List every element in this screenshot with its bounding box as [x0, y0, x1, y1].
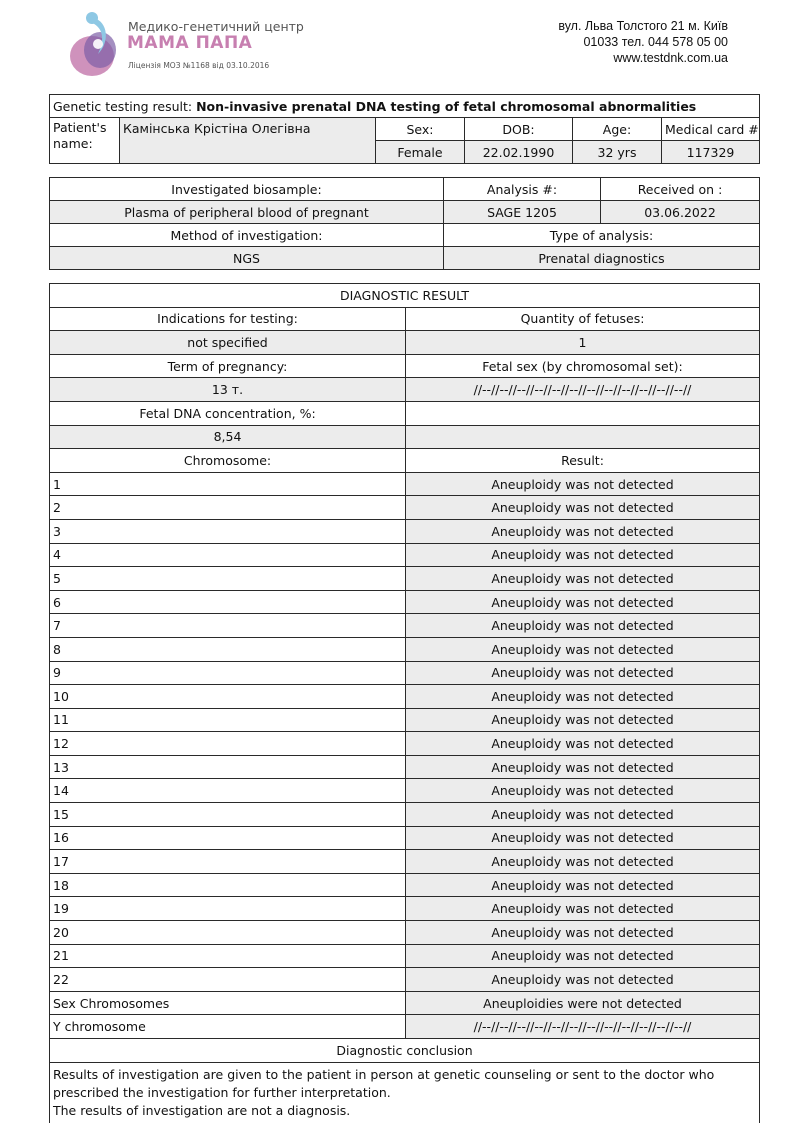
received-value: 03.06.2022	[601, 201, 760, 224]
chromosome-cell: 15	[50, 803, 406, 827]
chromosome-cell: Sex Chromosomes	[50, 991, 406, 1015]
result-cell: Aneuploidy was not detected	[406, 519, 760, 543]
analysis-value: SAGE 1205	[444, 201, 601, 224]
chromosome-cell: 4	[50, 543, 406, 567]
chromosome-cell: 20	[50, 921, 406, 945]
table-row	[50, 637, 760, 661]
result-cell: Aneuploidy was not detected	[406, 944, 760, 968]
chromosome-cell: 2	[50, 496, 406, 520]
method-value: NGS	[50, 247, 444, 270]
table-row	[50, 803, 760, 827]
result-cell: Aneuploidy was not detected	[406, 897, 760, 921]
conclusion-line-1: Results of investigation are given to the patient in person at genetic counseling or sent to the doctor who prescribed the investigation for further interpretation.	[53, 1066, 715, 1100]
chromosome-cell: 9	[50, 661, 406, 685]
table-row	[50, 850, 760, 874]
mama-papa-logo-icon	[68, 8, 124, 78]
result-title-text: Non-invasive prenatal DNA testing of fetal chromosomal abnormalities	[196, 98, 697, 114]
result-prefix: Genetic testing result:	[53, 98, 193, 114]
result-cell: Aneuploidy was not detected	[406, 732, 760, 756]
chromosome-cell: 22	[50, 968, 406, 992]
patient-name: Камінська Крістіна Олегівна	[120, 118, 376, 164]
age-value: 32 yrs	[573, 141, 662, 164]
result-cell: Aneuploidy was not detected	[406, 543, 760, 567]
result-cell: Aneuploidy was not detected	[406, 708, 760, 732]
table-row	[50, 685, 760, 709]
table-row	[50, 755, 760, 779]
result-cell: Aneuploidy was not detected	[406, 803, 760, 827]
table-row	[50, 826, 760, 850]
table-row	[50, 708, 760, 732]
sample-info-table	[49, 177, 760, 270]
result-header: Result:	[406, 449, 760, 473]
chromosome-cell: 18	[50, 873, 406, 897]
chromosome-cell: 5	[50, 567, 406, 591]
age-label: Age:	[573, 118, 662, 141]
result-cell: Aneuploidy was not detected	[406, 968, 760, 992]
conclusion-title: Diagnostic conclusion	[50, 1039, 760, 1063]
chromosome-cell: 10	[50, 685, 406, 709]
patient-info-table	[49, 94, 760, 164]
result-cell: Aneuploidy was not detected	[406, 590, 760, 614]
page-header	[0, 0, 800, 90]
empty-cell	[406, 425, 760, 449]
table-row	[50, 661, 760, 685]
result-cell: Aneuploidy was not detected	[406, 567, 760, 591]
table-row	[50, 779, 760, 803]
sex-value: Female	[376, 141, 465, 164]
table-row	[50, 590, 760, 614]
result-cell: Aneuploidy was not detected	[406, 685, 760, 709]
chromosome-header: Chromosome:	[50, 449, 406, 473]
table-row	[50, 921, 760, 945]
result-cell: Aneuploidy was not detected	[406, 826, 760, 850]
sex-label: Sex:	[376, 118, 465, 141]
chromosome-cell: 17	[50, 850, 406, 874]
chromosome-cell: 21	[50, 944, 406, 968]
table-row	[50, 991, 760, 1015]
result-cell: Aneuploidy was not detected	[406, 873, 760, 897]
website-link[interactable]: www.testdnk.com.ua	[613, 51, 728, 65]
term-label: Term of pregnancy:	[50, 354, 406, 378]
result-cell: Aneuploidy was not detected	[406, 850, 760, 874]
result-cell: Aneuploidy was not detected	[406, 661, 760, 685]
chromosome-cell: 11	[50, 708, 406, 732]
fetal-sex-label: Fetal sex (by chromosomal set):	[406, 354, 760, 378]
indications-label: Indications for testing:	[50, 307, 406, 331]
table-row	[50, 519, 760, 543]
chromosome-cell: 8	[50, 637, 406, 661]
diagnostic-result-table	[49, 283, 760, 1123]
analysis-label: Analysis #:	[444, 178, 601, 201]
table-row	[50, 496, 760, 520]
table-row	[50, 873, 760, 897]
table-row	[50, 614, 760, 638]
chromosome-cell: 7	[50, 614, 406, 638]
table-row	[50, 732, 760, 756]
result-title	[50, 95, 760, 118]
license-text: Ліцензія МОЗ №1168 від 03.10.2016	[128, 61, 270, 70]
conclusion-text	[50, 1062, 760, 1123]
result-cell: Aneuploidy was not detected	[406, 779, 760, 803]
result-cell: Aneuploidy was not detected	[406, 637, 760, 661]
result-cell: //--//--//--//--//--//--//--//--//--//--//--//--//	[406, 1015, 760, 1039]
chromosome-cell: 3	[50, 519, 406, 543]
table-row	[50, 897, 760, 921]
patient-name-label: Patient's name:	[50, 118, 120, 164]
dob-label: DOB:	[465, 118, 573, 141]
table-row	[50, 1015, 760, 1039]
received-label: Received on :	[601, 178, 760, 201]
biosample-label: Investigated biosample:	[50, 178, 444, 201]
chromosome-cell: 14	[50, 779, 406, 803]
address-line-1: вул. Льва Толстого 21 м. Київ	[558, 19, 728, 33]
result-cell: Aneuploidies were not detected	[406, 991, 760, 1015]
fetal-sex-value: //--//--//--//--//--//--//--//--//--//--//--//--//	[406, 378, 760, 402]
table-row	[50, 968, 760, 992]
table-row	[50, 567, 760, 591]
chromosome-cell: 16	[50, 826, 406, 850]
table-row	[50, 543, 760, 567]
dna-value: 8,54	[50, 425, 406, 449]
org-name: Медико-генетичний центр	[128, 19, 304, 34]
chromosome-cell: Y chromosome	[50, 1015, 406, 1039]
result-cell: Aneuploidy was not detected	[406, 921, 760, 945]
chromosome-cell: 13	[50, 755, 406, 779]
result-cell: Aneuploidy was not detected	[406, 755, 760, 779]
brand-name: МАМА ПАПА	[127, 33, 253, 53]
conclusion-line-2: The results of investigation are not a diagnosis.	[53, 1102, 351, 1118]
result-cell: Aneuploidy was not detected	[406, 472, 760, 496]
chromosome-cell: 19	[50, 897, 406, 921]
fetuses-label: Quantity of fetuses:	[406, 307, 760, 331]
type-label: Type of analysis:	[444, 224, 760, 247]
fetuses-value: 1	[406, 331, 760, 355]
chromosome-cell: 1	[50, 472, 406, 496]
table-row	[50, 472, 760, 496]
method-label: Method of investigation:	[50, 224, 444, 247]
result-cell: Aneuploidy was not detected	[406, 496, 760, 520]
chromosome-cell: 6	[50, 590, 406, 614]
dna-label: Fetal DNA concentration, %:	[50, 401, 406, 425]
type-value: Prenatal diagnostics	[444, 247, 760, 270]
empty-cell	[406, 401, 760, 425]
address-line-2: 01033 тел. 044 578 05 00	[583, 35, 728, 49]
dob-value: 22.02.1990	[465, 141, 573, 164]
indications-value: not specified	[50, 331, 406, 355]
diagnostic-title: DIAGNOSTIC RESULT	[50, 284, 760, 308]
result-cell: Aneuploidy was not detected	[406, 614, 760, 638]
table-row	[50, 944, 760, 968]
term-value: 13 т.	[50, 378, 406, 402]
biosample-value: Plasma of peripheral blood of pregnant	[50, 201, 444, 224]
card-value: 117329	[662, 141, 760, 164]
chromosome-cell: 12	[50, 732, 406, 756]
card-label: Medical card #	[662, 118, 760, 141]
